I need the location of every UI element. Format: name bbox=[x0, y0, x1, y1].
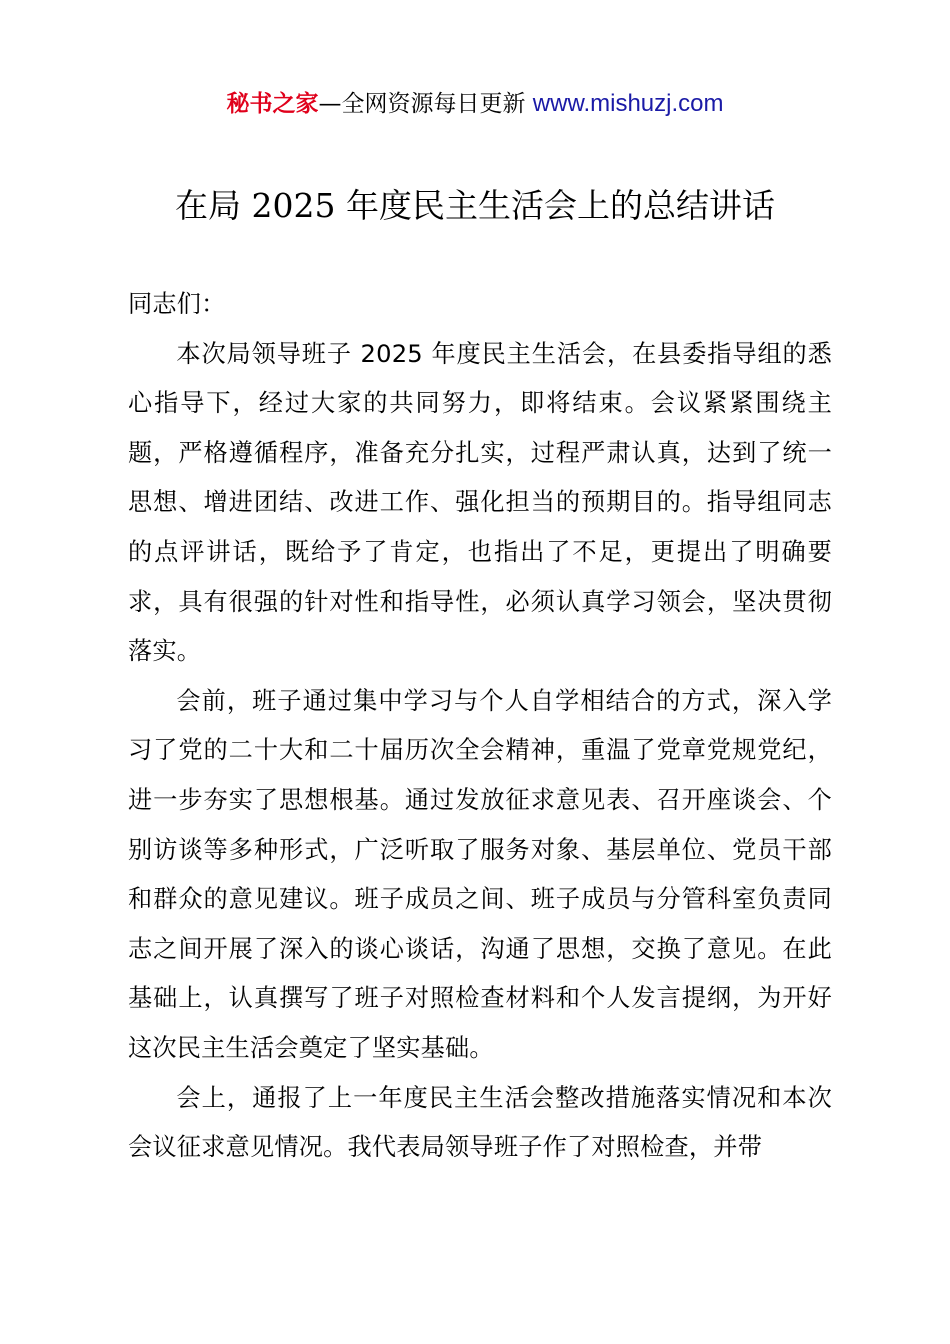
body-paragraph: 会上，通报了上一年度民主生活会整改措施落实情况和本次会议征求意见情况。我代表局领导班子作了对照检查，并带 bbox=[128, 1083, 832, 1162]
salutation: 同志们： bbox=[128, 290, 226, 318]
site-brand: 秘书之家 bbox=[226, 91, 319, 117]
site-tagline: —全网资源每日更新 bbox=[318, 91, 533, 117]
site-header bbox=[0, 88, 950, 120]
body-paragraph: 会前，班子通过集中学习与个人自学相结合的方式，深入学习了党的二十大和二十届历次全会精神，重温了党章党规党纪，进一步夯实了思想根基。通过发放征求意见表、召开座谈会、个别访谈等多种形式，广泛听取了服务对象、基层单位、党员干部和群众的意见建议。班子成员之间、班子成员与分管科室负责同志之间开展了深入的谈心谈话，沟通了思想，交换了意见。在此基础上，认真撰写了班子对照检查材料和个人发言提纲，为开好这次民主生活会奠定了坚实基础。 bbox=[128, 686, 832, 1062]
site-url[interactable]: www.mishuzj.com bbox=[532, 90, 724, 117]
document-title: 在局 2025 年度民主生活会上的总结讲话 bbox=[175, 186, 775, 225]
document-body bbox=[128, 280, 832, 1173]
body-paragraph: 本次局领导班子 2025 年度民主生活会，在县委指导组的悉心指导下，经过大家的共同努力，即将结束。会议紧紧围绕主题，严格遵循程序，准备充分扎实，过程严肃认真，达到了统一思想、增进团结、改进工作、强化担当的预期目的。指导组同志的点评讲话，既给予了肯定，也指出了不足，更提出了明确要求，具有很强的针对性和指导性，必须认真学习领会，坚决贯彻落实。 bbox=[128, 339, 832, 666]
